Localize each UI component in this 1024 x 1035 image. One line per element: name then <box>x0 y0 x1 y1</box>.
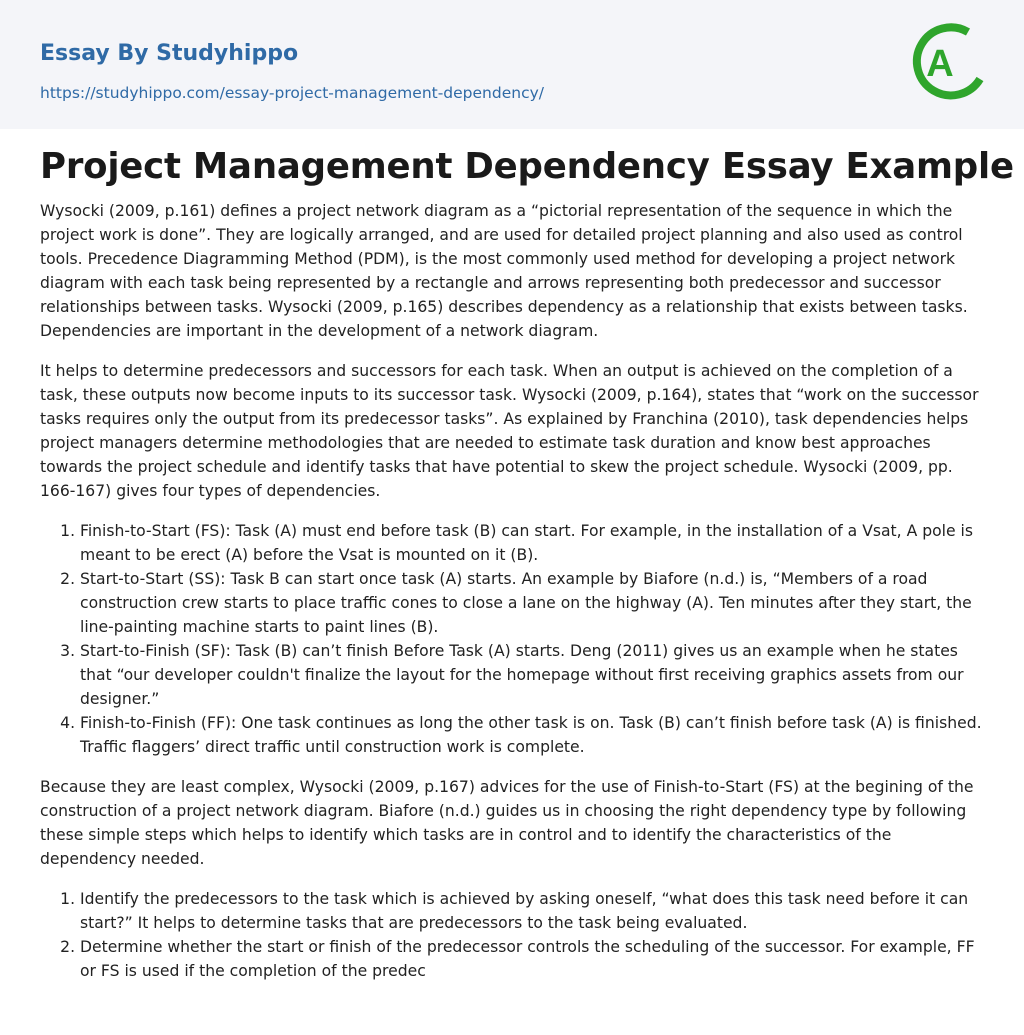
list-item: 3. Start-to-Finish (SF): Task (B) can’t finish Before Task (A) starts. Deng (2011) gives us an example when he states that “our developer couldn't finalize the layout for the homepage without first receiving graphics assets from our designer.” <box>80 639 990 711</box>
page-url-link[interactable]: https://studyhippo.com/essay-project-management-dependency/ <box>40 84 544 102</box>
logo-letter: A <box>926 43 954 85</box>
steps-list <box>40 887 990 983</box>
paragraph-3: Because they are least complex, Wysocki (2009, p.167) advices for the use of Finish-to-Start (FS) at the begining of the construction of a project network diagram. Biafore (n.d.) guides us in choosing the right dependency type by following these simple steps which helps to identify which tasks are in control and to identify the characteristics of the dependency needed. <box>40 778 974 868</box>
logo-a-icon <box>905 19 987 105</box>
article-title: Project Management Dependency Essay Example <box>40 146 1014 187</box>
list-item: 2. Determine whether the start or finish of the predecessor controls the scheduling of the successor. For example, FF or FS is used if the completion of the predec <box>80 935 990 983</box>
paragraph-1: Wysocki (2009, p.161) defines a project network diagram as a “pictorial representation of the sequence in which the project work is done”. They are logically arranged, and are used for detailed project planning and also used as control tools. Precedence Diagramming Method (PDM), is the most commonly used method for developing a project network diagram with each task being represented by a rectangle and arrows representing both predecessor and successor relationships between tasks. Wysocki (2009, p.165) describes dependency as a relationship that exists between tasks. Dependencies are important in the development of a network diagram. <box>40 202 968 340</box>
site-header <box>0 0 1024 129</box>
site-name-link[interactable]: Essay By Studyhippo <box>40 41 299 66</box>
studyhippo-logo[interactable] <box>905 19 987 105</box>
article-body <box>40 141 1014 983</box>
list-item: 4. Finish-to-Finish (FF): One task continues as long the other task is on. Task (B) can’t finish before task (A) is finished. Traffic flaggers’ direct traffic until construction work is complete. <box>80 711 990 759</box>
list-item: 2. Start-to-Start (SS): Task B can start once task (A) starts. An example by Biafore (n.d.) is, “Members of a road construction crew starts to place traffic cones to close a lane on the highway (A). Ten minutes after they start, the line-painting machine starts to paint lines (B). <box>80 567 990 639</box>
list-item: 1. Finish-to-Start (FS): Task (A) must end before task (B) can start. For example, in the installation of a Vsat, A pole is meant to be erect (A) before the Vsat is mounted on it (B). <box>80 519 990 567</box>
paragraph-2: It helps to determine predecessors and successors for each task. When an output is achieved on the completion of a task, these outputs now become inputs to its successor task. Wysocki (2009, p.164), states that “work on the successor tasks requires only the output from its predecessor tasks”. As explained by Franchina (2010), task dependencies helps project managers determine methodologies that are needed to estimate task duration and know best approaches towards the project schedule and identify tasks that have potential to skew the project schedule. Wysocki (2009, pp. 166-167) gives four types of dependencies. <box>40 362 979 500</box>
list-item: 1. Identify the predecessors to the task which is achieved by asking oneself, “what does this task need before it can start?” It helps to determine tasks that are predecessors to the task being evaluated. <box>80 887 990 935</box>
dependency-types-list <box>40 519 990 759</box>
